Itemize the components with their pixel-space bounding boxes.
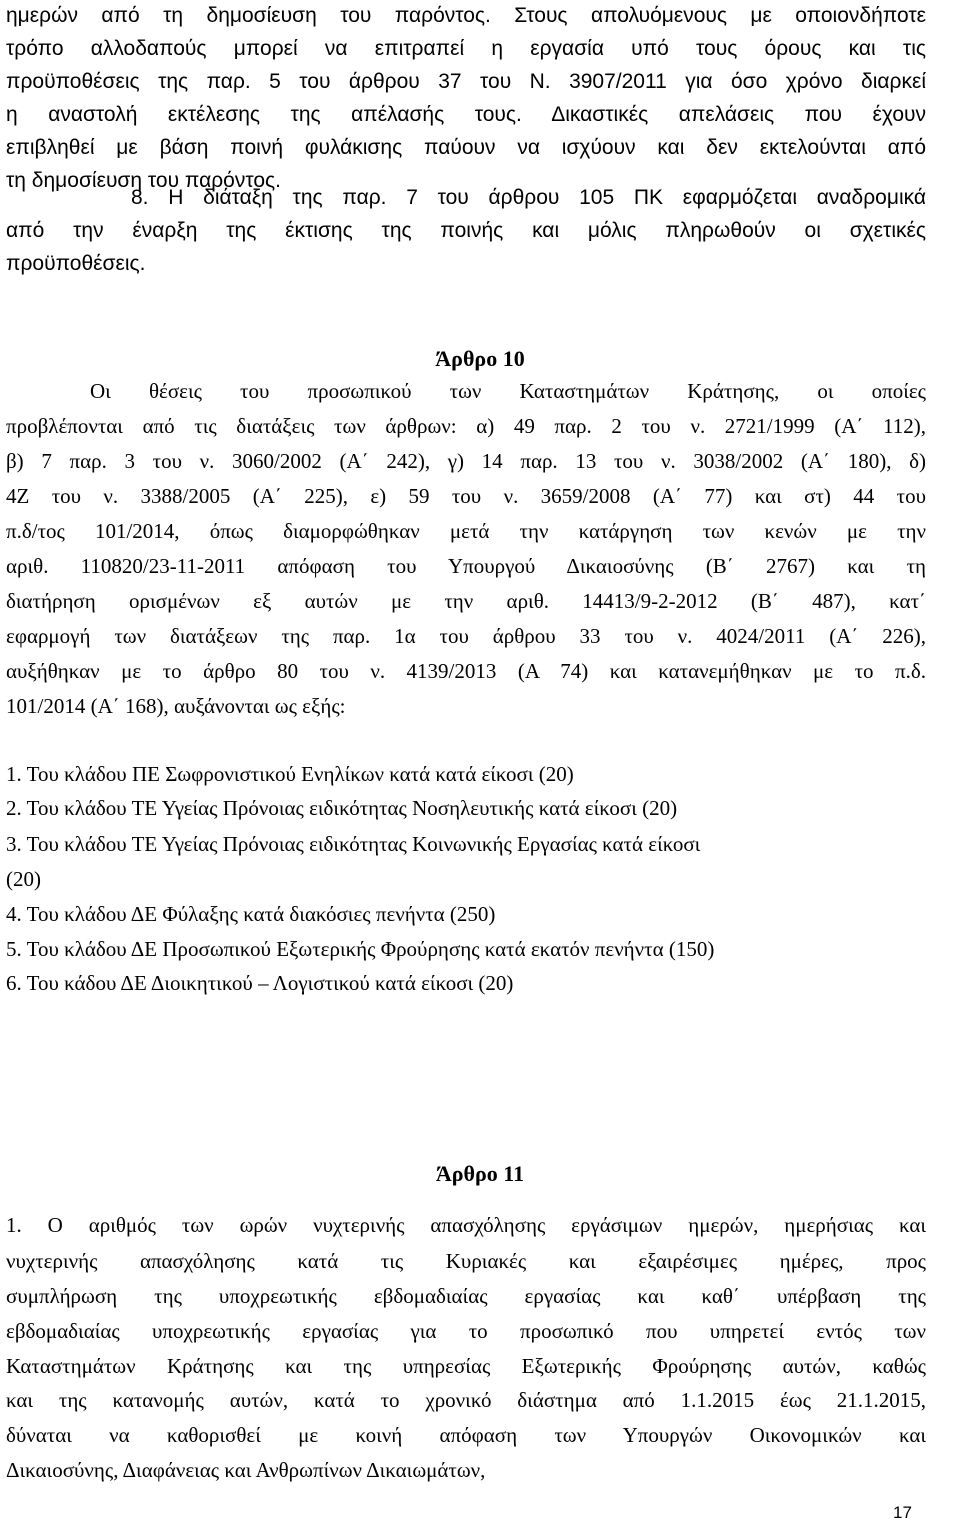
text-line: π.δ/τος 101/2014, όπως διαμορφώθηκαν μετά την κατάργηση των κενών με την [6, 519, 926, 543]
text-line: από την έναρξη της έκτισης της ποινής και μόλις πληρωθούν οι σχετικές [6, 219, 926, 242]
text-line: δύναται να καθορισθεί με κοινή απόφαση των Υπουργών Οικονομικών και [6, 1423, 926, 1447]
list-item: 1. Του κλάδου ΠΕ Σωφρονιστικού Ενηλίκων κατά κατά είκοσι (20) [6, 762, 574, 786]
text-line: εφαρμογή των διατάξεων της παρ. 1α του άρθρου 33 του ν. 4024/2011 (Α΄ 226), [6, 624, 926, 648]
list-item: 2. Του κλάδου ΤΕ Υγείας Πρόνοιας ειδικότητας Νοσηλευτικής κατά είκοσι (20) [6, 796, 678, 820]
text-line: τη δημοσίευση του παρόντος. [6, 169, 281, 192]
text-line: 101/2014 (Α΄ 168), αυξάνονται ως εξής: [6, 694, 346, 718]
text-line: εβδομαδιαίας υποχρεωτικής εργασίας για το προσωπικό που υπηρετεί εντός των [6, 1319, 926, 1343]
text-line: 8. Η διάταξη της παρ. 7 του άρθρου 105 ΠΚ εφαρμόζεται αναδρομικά [131, 186, 926, 209]
text-line: αυξήθηκαν με το άρθρο 80 του ν. 4139/2013 (Α 74) και κατανεμήθηκαν με το π.δ. [6, 659, 926, 683]
text-line: τρόπο αλλοδαπούς μπορεί να επιτραπεί η εργασία υπό τους όρους και τις [6, 37, 926, 60]
text-line: επιβληθεί με βάση ποινή φυλάκισης παύουν να ισχύουν και δεν εκτελούνται από [6, 136, 926, 159]
text-line: η αναστολή εκτέλεσης της απέλασής τους. Δικαστικές απελάσεις που έχουν [6, 103, 926, 126]
text-line: 1. Ο αριθμός των ωρών νυχτερινής απασχόλησης εργάσιμων ημερών, ημερήσιας και [6, 1213, 926, 1237]
text-line: Καταστημάτων Κράτησης και της υπηρεσίας Εξωτερικής Φρούρησης αυτών, καθώς [6, 1354, 926, 1378]
text-line: προϋποθέσεις. [6, 252, 146, 275]
list-item: 6. Του κάδου ΔΕ Διοικητικού – Λογιστικού κατά είκοσι (20) [6, 971, 514, 995]
text-line: συμπλήρωση της υποχρεωτικής εβδομαδιαίας εργασίας και καθ΄ υπέρβαση της [6, 1284, 926, 1308]
text-line: Δικαιοσύνης, Διαφάνειας και Ανθρωπίνων Δικαιωμάτων, [6, 1458, 486, 1482]
list-item: 5. Του κλάδου ΔΕ Προσωπικού Εξωτερικής Φρούρησης κατά εκατόν πενήντα (150) [6, 937, 715, 961]
text-line: 4Ζ του ν. 3388/2005 (Α΄ 225), ε) 59 του ν. 3659/2008 (Α΄ 77) και στ) 44 του [6, 484, 926, 508]
list-item: 3. Του κλάδου ΤΕ Υγείας Πρόνοιας ειδικότητας Κοινωνικής Εργασίας κατά είκοσι [6, 832, 701, 856]
list-item: (20) [6, 867, 41, 891]
article-heading: Άρθρο 11 [435, 1161, 525, 1186]
text-line: αριθ. 110820/23-11-2011 απόφαση του Υπουργού Δικαιοσύνης (Β΄ 2767) και τη [6, 554, 926, 578]
text-line: προϋποθέσεις της παρ. 5 του άρθρου 37 του Ν. 3907/2011 για όσο χρόνο διαρκεί [6, 70, 926, 93]
text-line: και της κατανομής αυτών, κατά το χρονικό διάστημα από 1.1.2015 έως 21.1.2015, [6, 1388, 926, 1412]
text-line: β) 7 παρ. 3 του ν. 3060/2002 (Α΄ 242), γ) 14 παρ. 13 του ν. 3038/2002 (Α΄ 180), δ) [6, 449, 926, 473]
text-line: διατήρηση ορισμένων εξ αυτών με την αριθ. 14413/9-2-2012 (Β΄ 487), κατ΄ [6, 589, 926, 613]
page-number: 17 [893, 1503, 912, 1522]
list-item: 4. Του κλάδου ΔΕ Φύλαξης κατά διακόσιες πενήντα (250) [6, 902, 496, 926]
text-line: προβλέπονται από τις διατάξεις των άρθρων: α) 49 παρ. 2 του ν. 2721/1999 (Α΄ 112), [6, 414, 926, 438]
article-heading: Άρθρο 10 [435, 346, 525, 371]
text-line: ημερών από τη δημοσίευση του παρόντος. Στους απολυόμενους με οποιονδήποτε [6, 4, 926, 27]
text-line: νυχτερινής απασχόλησης κατά τις Κυριακές και εξαιρέσιμες ημέρες, προς [6, 1249, 926, 1273]
text-line: Οι θέσεις του προσωπικού των Καταστημάτων Κράτησης, οι οποίες [90, 379, 926, 403]
